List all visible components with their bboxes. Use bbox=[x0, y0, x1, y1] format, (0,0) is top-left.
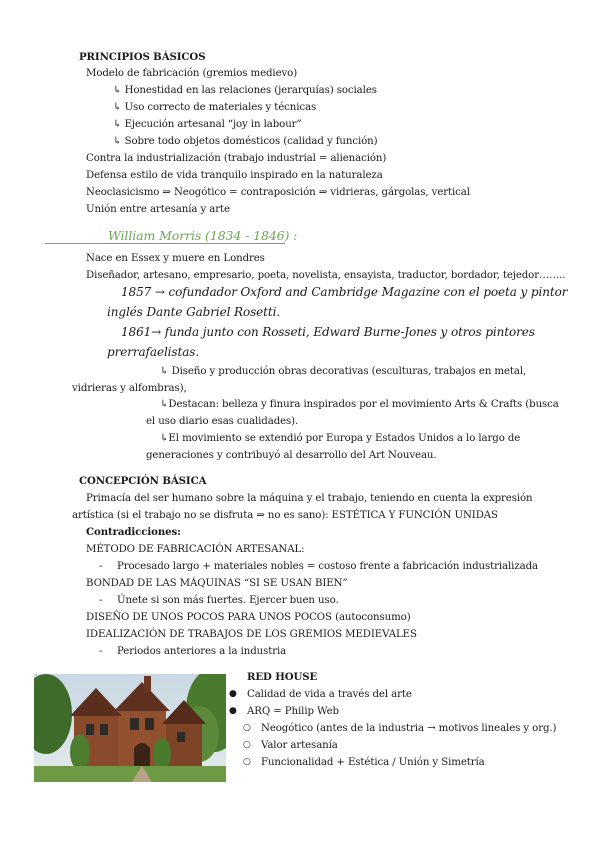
sub-item-cont: vidrieras y alfombras), bbox=[72, 383, 187, 394]
handwritten-line: prerrafaelistas. bbox=[107, 345, 200, 359]
section-heading-principios: PRINCIPIOS BÁSICOS bbox=[79, 51, 206, 63]
text-line: MÉTODO DE FABRICACIÓN ARTESANAL: bbox=[86, 544, 305, 555]
bullet-item: ARQ = Philip Web bbox=[247, 706, 339, 717]
red-house-photo bbox=[34, 674, 226, 782]
title-underline bbox=[45, 243, 285, 244]
sub-item-cont: generaciones y contribuyó al desarrollo del Art Nouveau. bbox=[146, 450, 437, 461]
sub-item: ↳El movimiento se extendió por Europa y Estados Unidos a lo largo de bbox=[160, 433, 521, 444]
text-line: IDEALIZACIÓN DE TRABAJOS DE LOS GREMIOS MEDIEVALES bbox=[86, 629, 417, 640]
bullet-dot: ● bbox=[229, 689, 237, 699]
handwritten-line: 1857 → cofundador Oxford and Cambridge Magazine con el poeta y pintor bbox=[121, 285, 568, 299]
sub-bullet-item: Neogótico (antes de la industria → motivos lineales y org.) bbox=[261, 723, 557, 734]
handwritten-line: inglés Dante Gabriel Rosetti. bbox=[107, 305, 281, 319]
dash-marker: - bbox=[99, 646, 103, 657]
sub-bullet-item: Funcionalidad + Estética / Unión y Simetría bbox=[261, 757, 485, 768]
subheading-contradicciones: Contradicciones: bbox=[86, 526, 181, 538]
text-line: Neoclasicismo ⇒ Neogótico = contraposición ⇒ vidrieras, gárgolas, vertical bbox=[86, 187, 470, 198]
text-line: Nace en Essex y muere en Londres bbox=[86, 253, 265, 264]
sub-item: ↳ Diseño y producción obras decorativas (esculturas, trabajos en metal, bbox=[160, 366, 527, 377]
sub-bullet-item: Valor artesanía bbox=[261, 740, 338, 751]
sub-item-cont: el uso diario esas cualidades). bbox=[146, 416, 299, 427]
handwritten-line: 1861→ funda junto con Rosseti, Edward Burne-Jones y otros pintores bbox=[121, 325, 535, 339]
bullet-circle: ○ bbox=[243, 757, 251, 767]
sub-item: ↳ Honestidad en las relaciones (jerarquías) sociales bbox=[113, 85, 377, 96]
dash-marker: - bbox=[99, 561, 103, 572]
morris-title: William Morris (1834 - 1846) : bbox=[108, 228, 298, 243]
dash-item: Periodos anteriores a la industria bbox=[117, 646, 287, 657]
section-heading-redhouse: RED HOUSE bbox=[247, 671, 318, 683]
text-line: Diseñador, artesano, empresario, poeta, novelista, ensayista, traductor, bordador, tejedor…….. bbox=[86, 270, 566, 281]
sub-item: ↳ Sobre todo objetos domésticos (calidad y función) bbox=[113, 136, 378, 147]
text-line: Modelo de fabricación (gremios medievo) bbox=[86, 68, 298, 79]
text-line: Contra la industrialización (trabajo industrial = alienación) bbox=[86, 153, 387, 164]
section-heading-concepcion: CONCEPCIÓN BÁSICA bbox=[79, 475, 207, 487]
sub-item: ↳ Ejecución artesanal “joy in labour” bbox=[113, 119, 302, 130]
text-line: Defensa estilo de vida tranquilo inspirado en la naturaleza bbox=[86, 170, 383, 181]
text-line: artística (si el trabajo no se disfruta ⇒ no es sano): ESTÉTICA Y FUNCIÓN UNIDAS bbox=[72, 510, 498, 521]
sub-item: ↳ Uso correcto de materiales y técnicas bbox=[113, 102, 317, 113]
text-line: Primacía del ser humano sobre la máquina y el trabajo, teniendo en cuenta la expresión bbox=[86, 493, 533, 504]
text-line: BONDAD DE LAS MÁQUINAS “SI SE USAN BIEN” bbox=[86, 578, 348, 589]
dash-item: Únete si son más fuertes. Ejercer buen uso. bbox=[117, 595, 339, 606]
bullet-circle: ○ bbox=[243, 723, 251, 733]
text-line: DISEÑO DE UNOS POCOS PARA UNOS POCOS (autoconsumo) bbox=[86, 612, 411, 623]
bullet-circle: ○ bbox=[243, 740, 251, 750]
sub-item: ↳Destacan: belleza y finura inspirados por el movimiento Arts & Crafts (busca bbox=[160, 399, 559, 410]
bullet-item: Calidad de vida a través del arte bbox=[247, 689, 412, 700]
dash-marker: - bbox=[99, 595, 103, 606]
bullet-dot: ● bbox=[229, 706, 237, 716]
dash-item: Procesado largo + materiales nobles = costoso frente a fabricación industrializada bbox=[117, 561, 538, 572]
text-line: Unión entre artesanía y arte bbox=[86, 204, 230, 215]
